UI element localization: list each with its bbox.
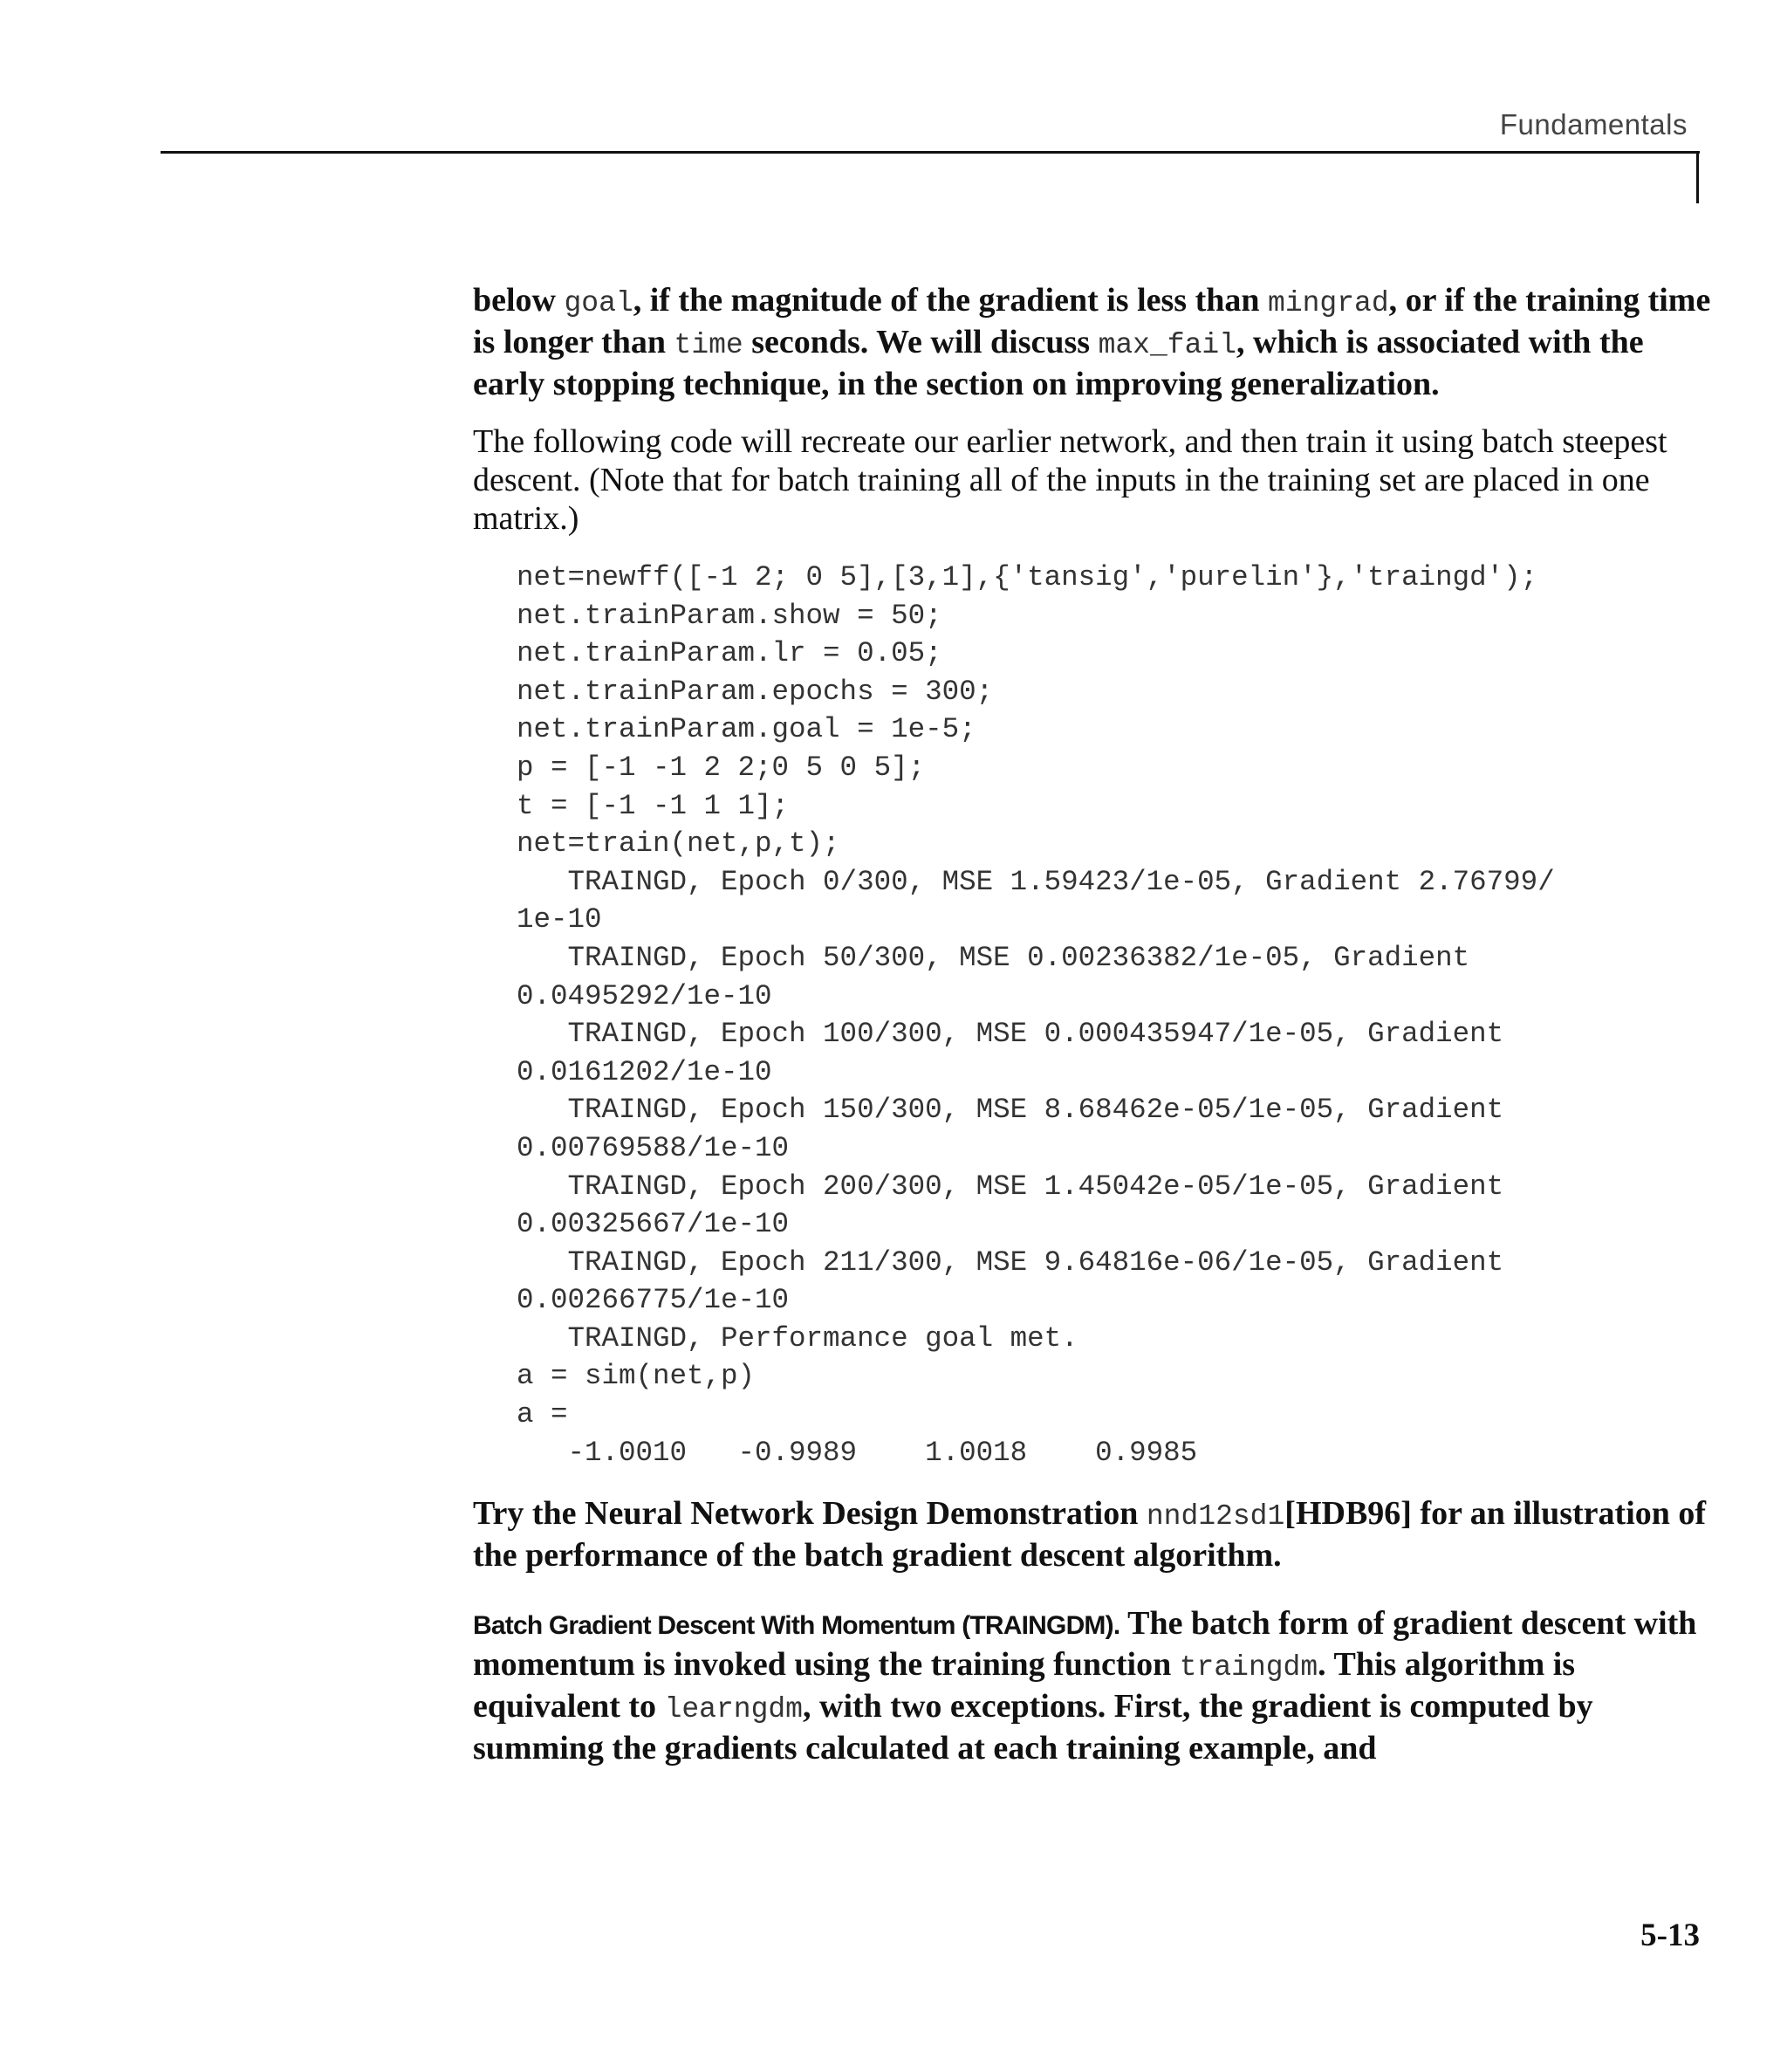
paragraph-text: Try the Neural Network Design Demonstration xyxy=(473,1495,1147,1533)
code-output-line: -1.0010 -0.9989 1.0018 0.9985 xyxy=(517,1436,1198,1469)
code-output-line: 1e-10 xyxy=(517,903,602,937)
code-line: a = sim(net,p) xyxy=(517,1360,756,1393)
code-output-line: TRAINGD, Epoch 100/300, MSE 0.000435947/1e-05, Gradient xyxy=(517,1018,1504,1051)
code-line: t = [-1 -1 1 1]; xyxy=(517,789,790,822)
code-output-line: TRAINGD, Epoch 150/300, MSE 8.68462e-05/1e-05, Gradient xyxy=(517,1094,1504,1127)
running-header: Fundamentals xyxy=(1499,108,1688,141)
paragraph-text: [HDB96] for an illustration of the performance of the batch gradient descent algorithm. xyxy=(473,1495,1707,1575)
paragraph-text: , with two exceptions. First, the gradient is computed by summing the gradients calculated at each training example, and xyxy=(473,1688,1593,1767)
paragraph-demo-reference xyxy=(473,1494,1712,1575)
page-number: 5-13 xyxy=(1640,1918,1700,1953)
header-rule xyxy=(161,151,1700,154)
code-line: net=train(net,p,t); xyxy=(517,827,840,861)
paragraph-text: The following code will recreate our earlier network, and then train it using batch steepest descent. (Note that for batch training all of the inputs in the training set are placed in one matrix.) xyxy=(473,423,1667,537)
code-output-line: TRAINGD, Performance goal met. xyxy=(517,1321,1078,1355)
inline-code-time: time xyxy=(674,329,743,361)
inline-code-goal: goal xyxy=(564,287,633,319)
code-line: net.trainParam.epochs = 300; xyxy=(517,675,994,708)
code-output-line: TRAINGD, Epoch 50/300, MSE 0.00236382/1e-05, Gradient xyxy=(517,941,1470,974)
code-output-line: 0.0161202/1e-10 xyxy=(517,1055,772,1088)
code-output-line: 0.00325667/1e-10 xyxy=(517,1208,790,1241)
paragraph-stopping-criteria xyxy=(473,281,1712,403)
paragraph-traingdm xyxy=(473,1604,1712,1767)
run-in-heading: Batch Gradient Descent With Momentum (TRAINGDM). xyxy=(473,1611,1120,1641)
paragraph-text: below xyxy=(473,282,565,319)
page-body xyxy=(473,281,1712,1767)
inline-code-max-fail: max_fail xyxy=(1098,329,1237,361)
code-output-line: TRAINGD, Epoch 211/300, MSE 9.64816e-06/1e-05, Gradient xyxy=(517,1245,1504,1279)
inline-code-traingdm: traingdm xyxy=(1179,1651,1318,1684)
code-output-line: TRAINGD, Epoch 0/300, MSE 1.59423/1e-05, Gradient 2.76799/ xyxy=(517,865,1555,898)
inline-code-nnd12sd1: nnd12sd1 xyxy=(1146,1500,1285,1533)
paragraph-text: , which is associated with the early stopping technique, in the section on improving generalization. xyxy=(473,324,1644,402)
code-line: net=newff([-1 2; 0 5],[3,1],{'tansig','purelin'},'traingd'); xyxy=(517,561,1538,593)
code-output-line: TRAINGD, Epoch 200/300, MSE 1.45042e-05/1e-05, Gradient xyxy=(517,1170,1504,1203)
code-line: p = [-1 -1 2 2;0 5 0 5]; xyxy=(517,751,926,784)
code-line: net.trainParam.lr = 0.05; xyxy=(517,637,942,670)
paragraph-text: seconds. We will discuss xyxy=(743,324,1099,360)
code-output-line: 0.00769588/1e-10 xyxy=(517,1131,790,1164)
paragraph-text: , or if the training time is longer than xyxy=(473,282,1711,360)
header-rule-tick xyxy=(1696,151,1699,203)
code-line: net.trainParam.goal = 1e-5; xyxy=(517,713,976,746)
code-block xyxy=(517,559,1712,1472)
paragraph-text: . This algorithm is equivalent to xyxy=(473,1646,1576,1726)
code-output-line: 0.00266775/1e-10 xyxy=(517,1284,790,1317)
code-output-line: 0.0495292/1e-10 xyxy=(517,979,772,1012)
inline-code-learngdm: learngdm xyxy=(664,1693,803,1726)
paragraph-text: The batch form of gradient descent with momentum is invoked using the training function xyxy=(473,1605,1697,1684)
inline-code-mingrad: mingrad xyxy=(1268,287,1389,319)
code-line: net.trainParam.show = 50; xyxy=(517,599,942,632)
paragraph-text: , if the magnitude of the gradient is less than xyxy=(633,282,1269,319)
paragraph-code-intro xyxy=(473,422,1712,538)
code-line: a = xyxy=(517,1398,568,1431)
